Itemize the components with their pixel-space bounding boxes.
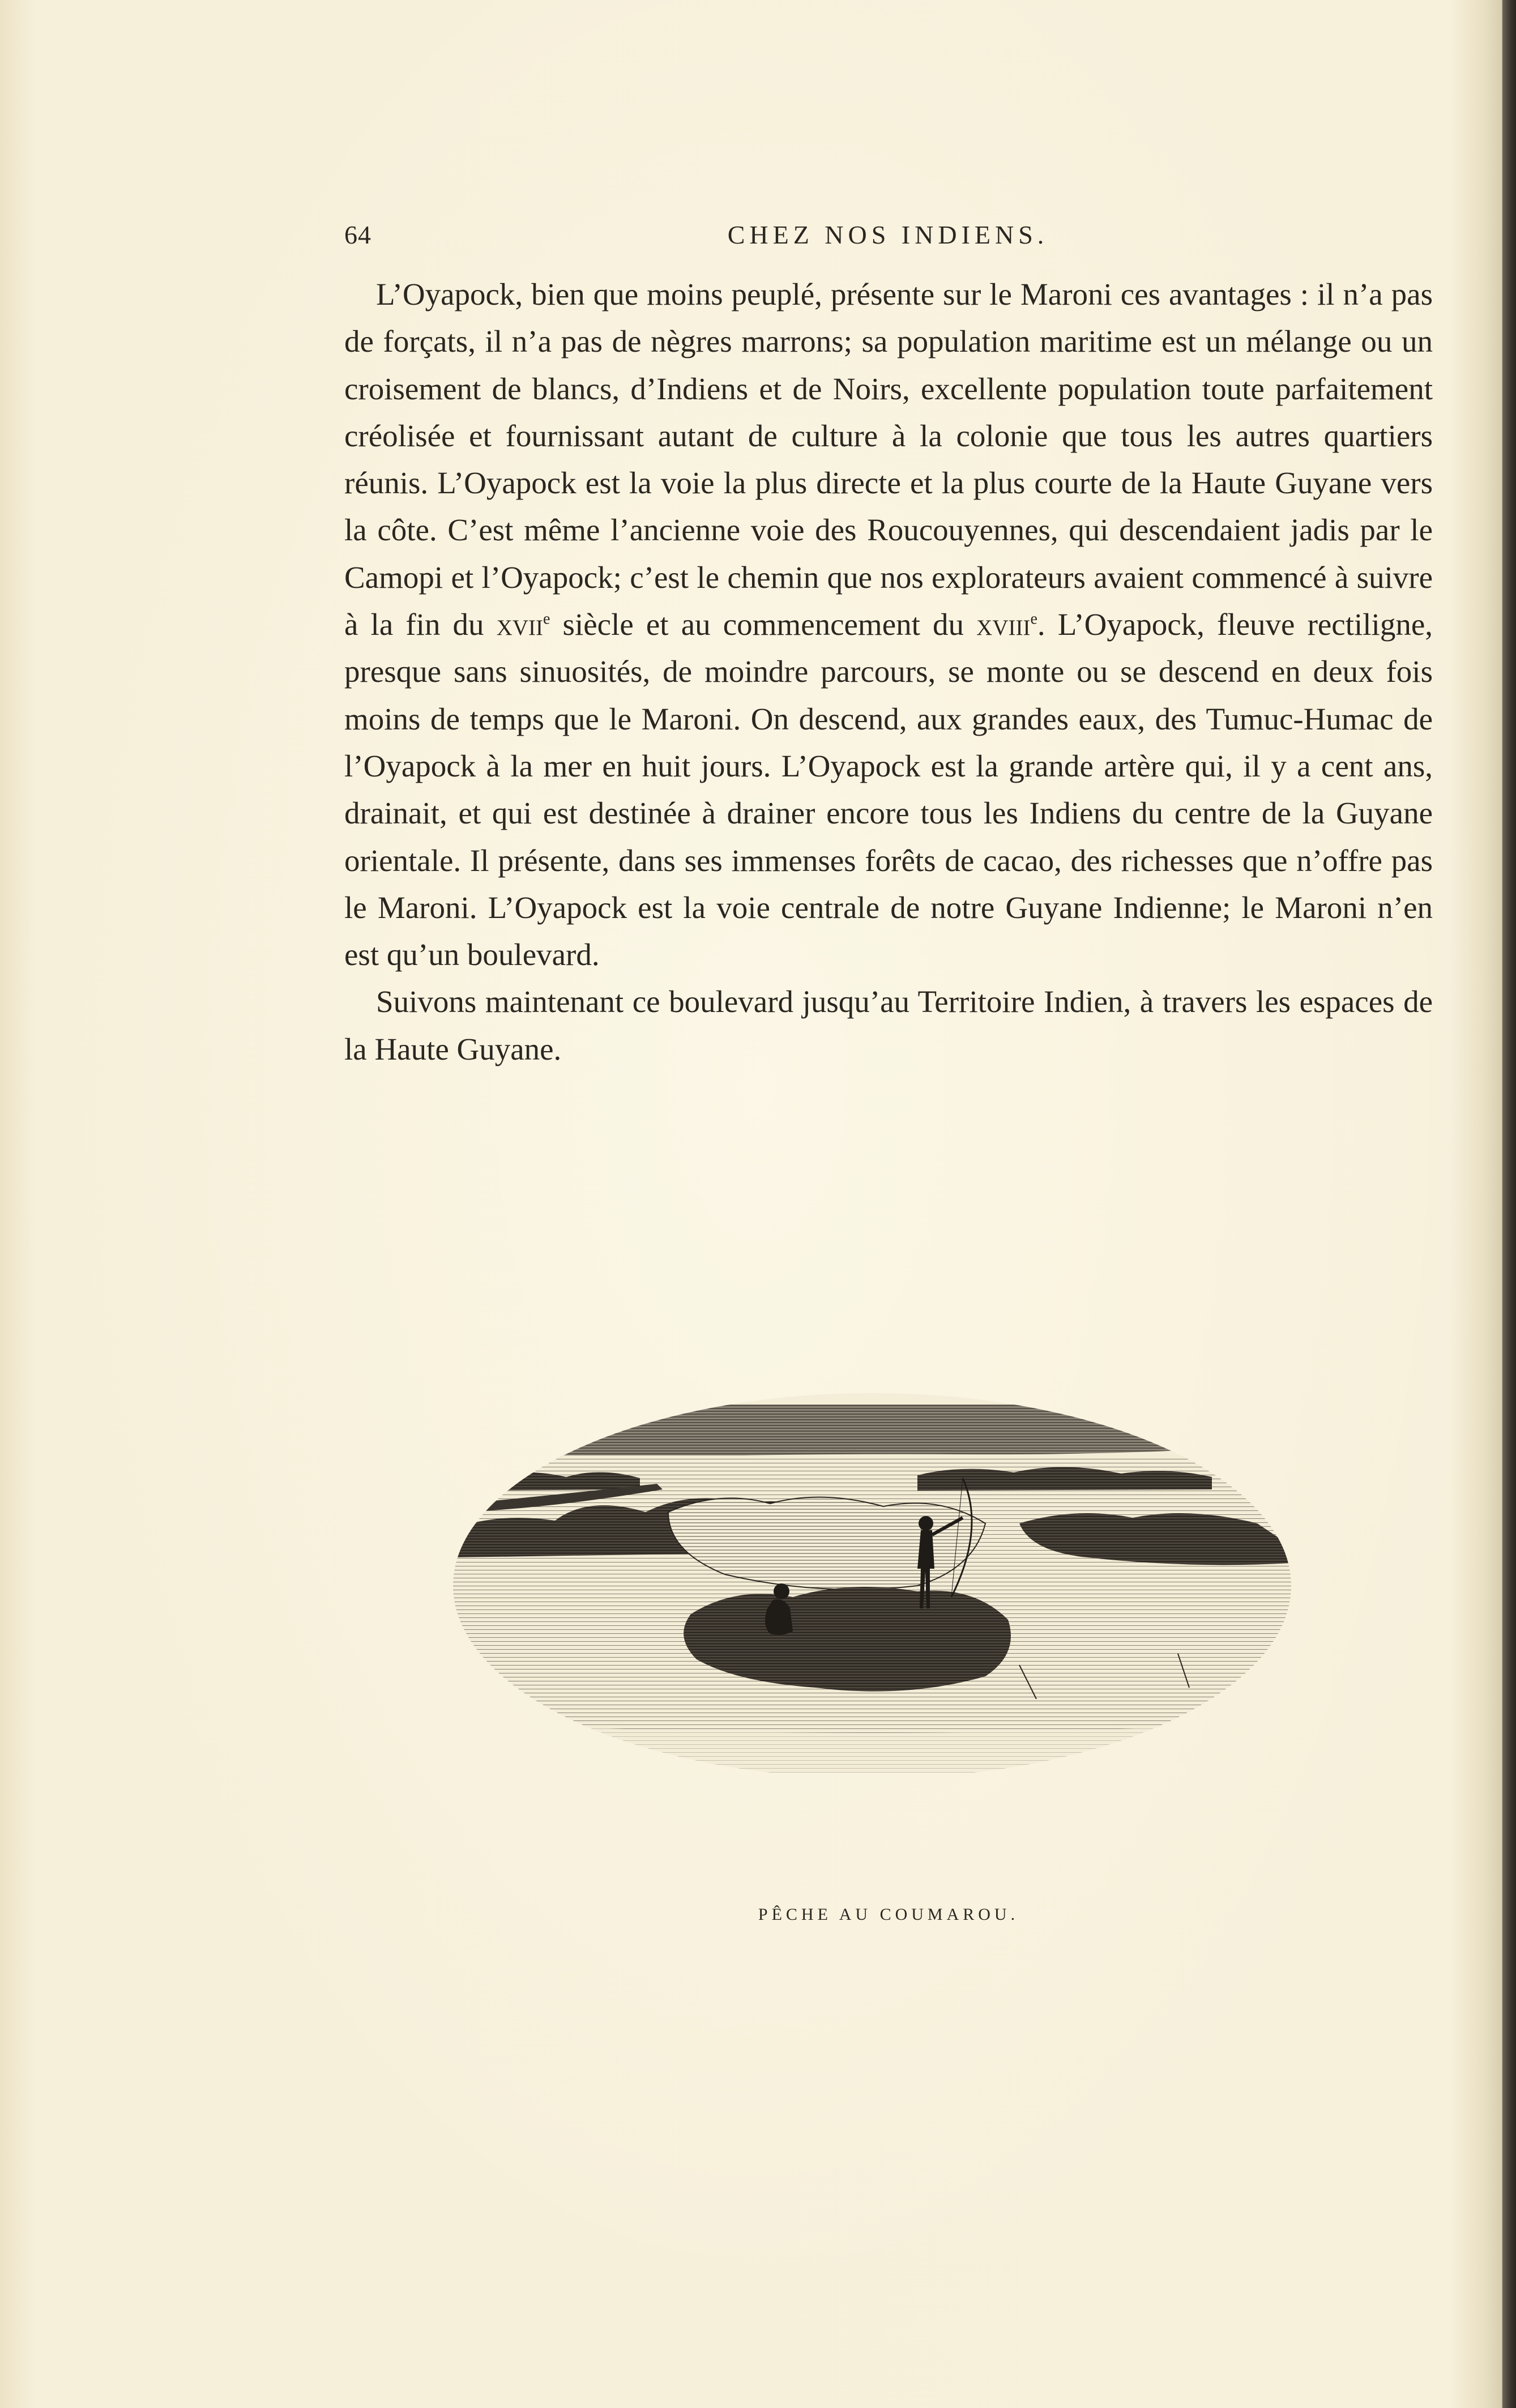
page-number: 64 — [344, 220, 371, 249]
running-head — [344, 220, 1432, 259]
paragraph-1-part-c: . L’Oyapock, fleuve rectiligne, presque sans sinuosités, de moindre parcours, se monte ou se descend en deux fois moins de temps que le Maroni. On descend, aux grandes eaux, des Tumuc-Humac de l’Oyapock à la mer en huit jours. L’Oyapock est la grande artère qui, il y a cent ans, drainait, et qui est destinée à drainer encore tous les Indiens du centre de la Guyane orientale. Il présente, dans ses immenses forêts de cacao, des richesses que n’offre pas le Maroni. L’Oyapock est la voie centrale de notre Guyane Indienne; le Maroni n’en est qu’un boulevard. — [344, 607, 1433, 972]
engraving-illustration — [453, 1382, 1291, 1773]
paragraph-1 — [344, 271, 1433, 978]
paragraph-1-part-b: siècle et au commencement du — [550, 607, 977, 642]
paragraph-2: Suivons maintenant ce boulevard jusqu’au Territoire Indien, à travers les espaces de la Haute Guyane. — [344, 984, 1433, 1066]
paragraph-1-part-a: L’Oyapock, bien que moins peuplé, présente sur le Maroni ces avantages : il n’a pas de forçats, il n’a pas de nègres marrons; sa population maritime est un mélange ou un croisement de blancs, d’Indiens et de Noirs, excellente population toute parfaitement créolisée et fournissant autant de culture à la colonie que tous les autres quartiers réunis. L’Oyapock est la voie la plus directe et la plus courte de la Haute Guyane vers la côte. C’est même l’ancienne voie des Roucouyennes, qui descendaient jadis par le Camopi et l’Oyapock; c’est le chemin que nos explorateurs avaient commencé à suivre à la fin du — [344, 277, 1433, 642]
illustration-caption: PÊCHE AU COUMAROU. — [758, 1905, 1019, 1924]
engraving-scene — [453, 1382, 1291, 1773]
century-18: xviii — [976, 607, 1031, 642]
tree-branches-right — [1235, 1421, 1271, 1484]
body-text — [344, 271, 1433, 1073]
book-spine-edge — [1502, 0, 1516, 2408]
running-title: CHEZ NOS INDIENS. — [727, 220, 1049, 249]
century-17: xvii — [496, 607, 543, 642]
century-17-sup: e — [543, 610, 550, 628]
century-18-sup: e — [1030, 610, 1037, 628]
